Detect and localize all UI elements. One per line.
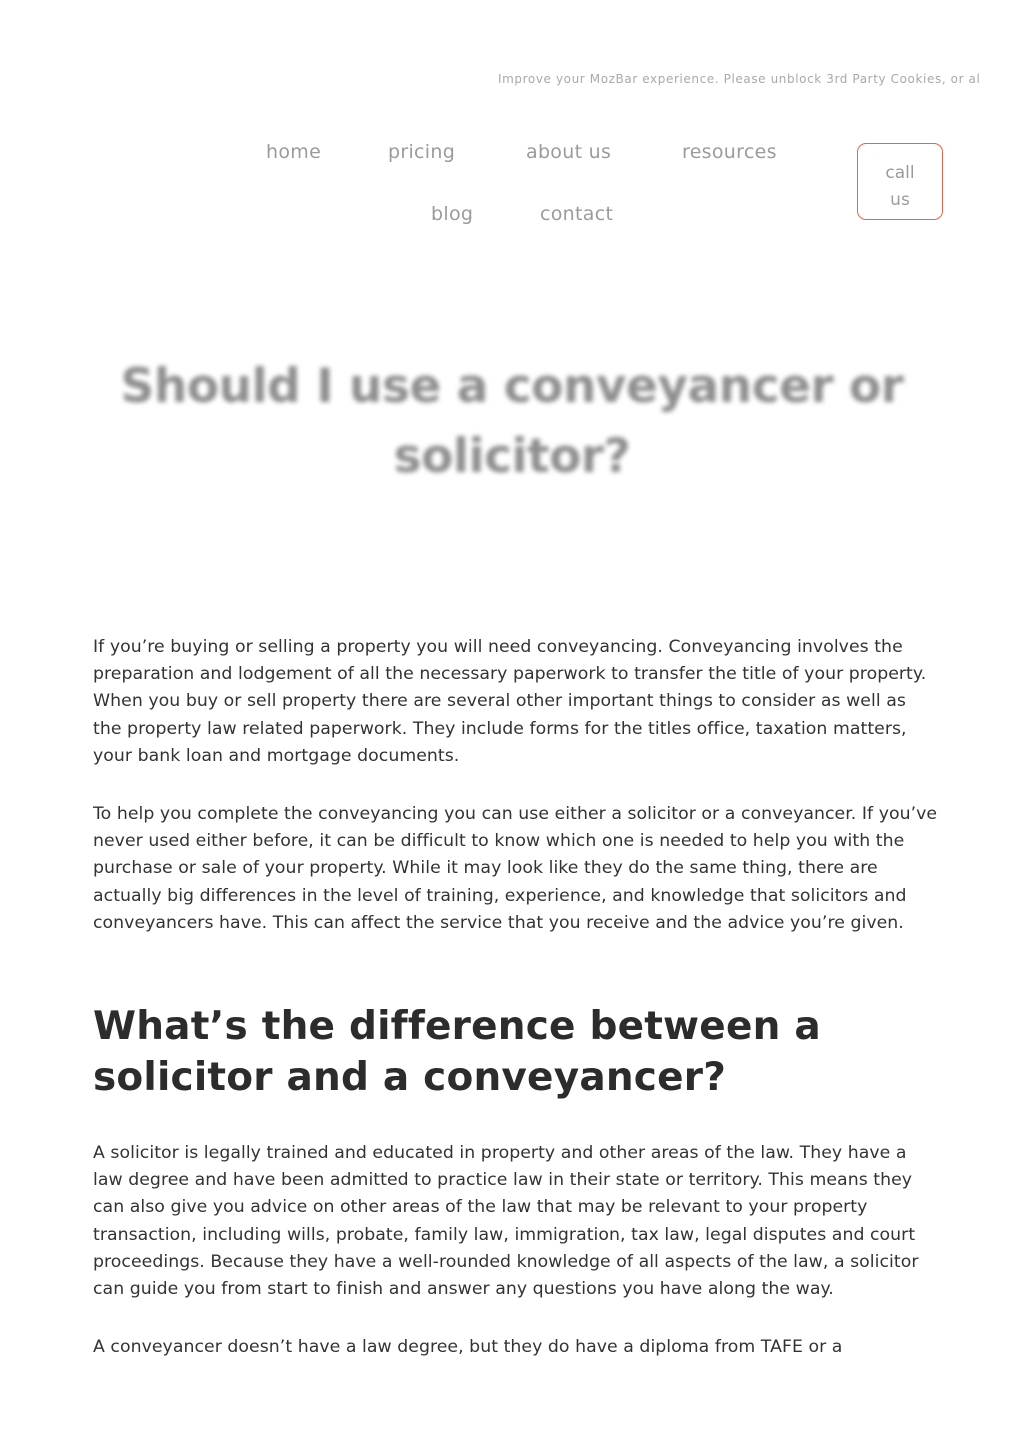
solicitor-paragraph: A solicitor is legally trained and educated in property and other areas of the law. They have a law degree and have been admitted to practice law in their state or territory. This means they can also give you advice on other areas of the law that may be relevant to your property transaction, including wills, probate, family law, immigration, tax law, legal disputes and court proceedings. Because they have a well-rounded knowledge of all aspects of the law, a solicitor can guide you from start to finish and answer any questions you have along the way. <box>93 1143 919 1300</box>
nav-contact-link[interactable]: contact <box>540 203 614 225</box>
nav-blog-link[interactable]: blog <box>431 203 474 225</box>
intro-paragraph-2: To help you complete the conveyancing you can use either a solicitor or a conveyancer. If you’ve never used either before, it can be difficult to know which one is needed to help you with the purchase or sale of your property. While it may look like they do the same thing, there are actually big differences in the level of training, experience, and knowledge that solicitors and conveyancers have. This can affect the service that you receive and the advice you’re given. <box>93 804 938 933</box>
section-heading-difference: What’s the difference between a solicitor and a conveyancer? <box>93 1004 821 1101</box>
mozbar-notice: Improve your MozBar experience. Please unblock 3rd Party Cookies, or al <box>498 72 981 86</box>
call-us-label-line2: us <box>890 190 910 210</box>
nav-home-link[interactable]: home <box>266 141 322 163</box>
conveyancer-paragraph: A conveyancer doesn’t have a law degree, but they do have a diploma from TAFE or a <box>93 1337 843 1358</box>
nav-resources-link[interactable]: resources <box>682 141 777 163</box>
call-us-button[interactable] <box>857 143 943 220</box>
nav-about-link[interactable]: about us <box>526 141 612 163</box>
call-us-label-line1: call <box>885 163 915 183</box>
article-content <box>93 634 938 1361</box>
hero-title: Should I use a conveyancer or solicitor? <box>120 359 904 484</box>
intro-paragraph-1: If you’re buying or selling a property you will need conveyancing. Conveyancing involves the preparation and lodgement of all the necessary paperwork to transfer the title of your property. When you buy or sell property there are several other important things to consider as well as the property law related paperwork. They include forms for the titles office, taxation matters, your bank loan and mortgage documents. <box>93 637 927 766</box>
nav-pricing-link[interactable]: pricing <box>388 141 456 163</box>
